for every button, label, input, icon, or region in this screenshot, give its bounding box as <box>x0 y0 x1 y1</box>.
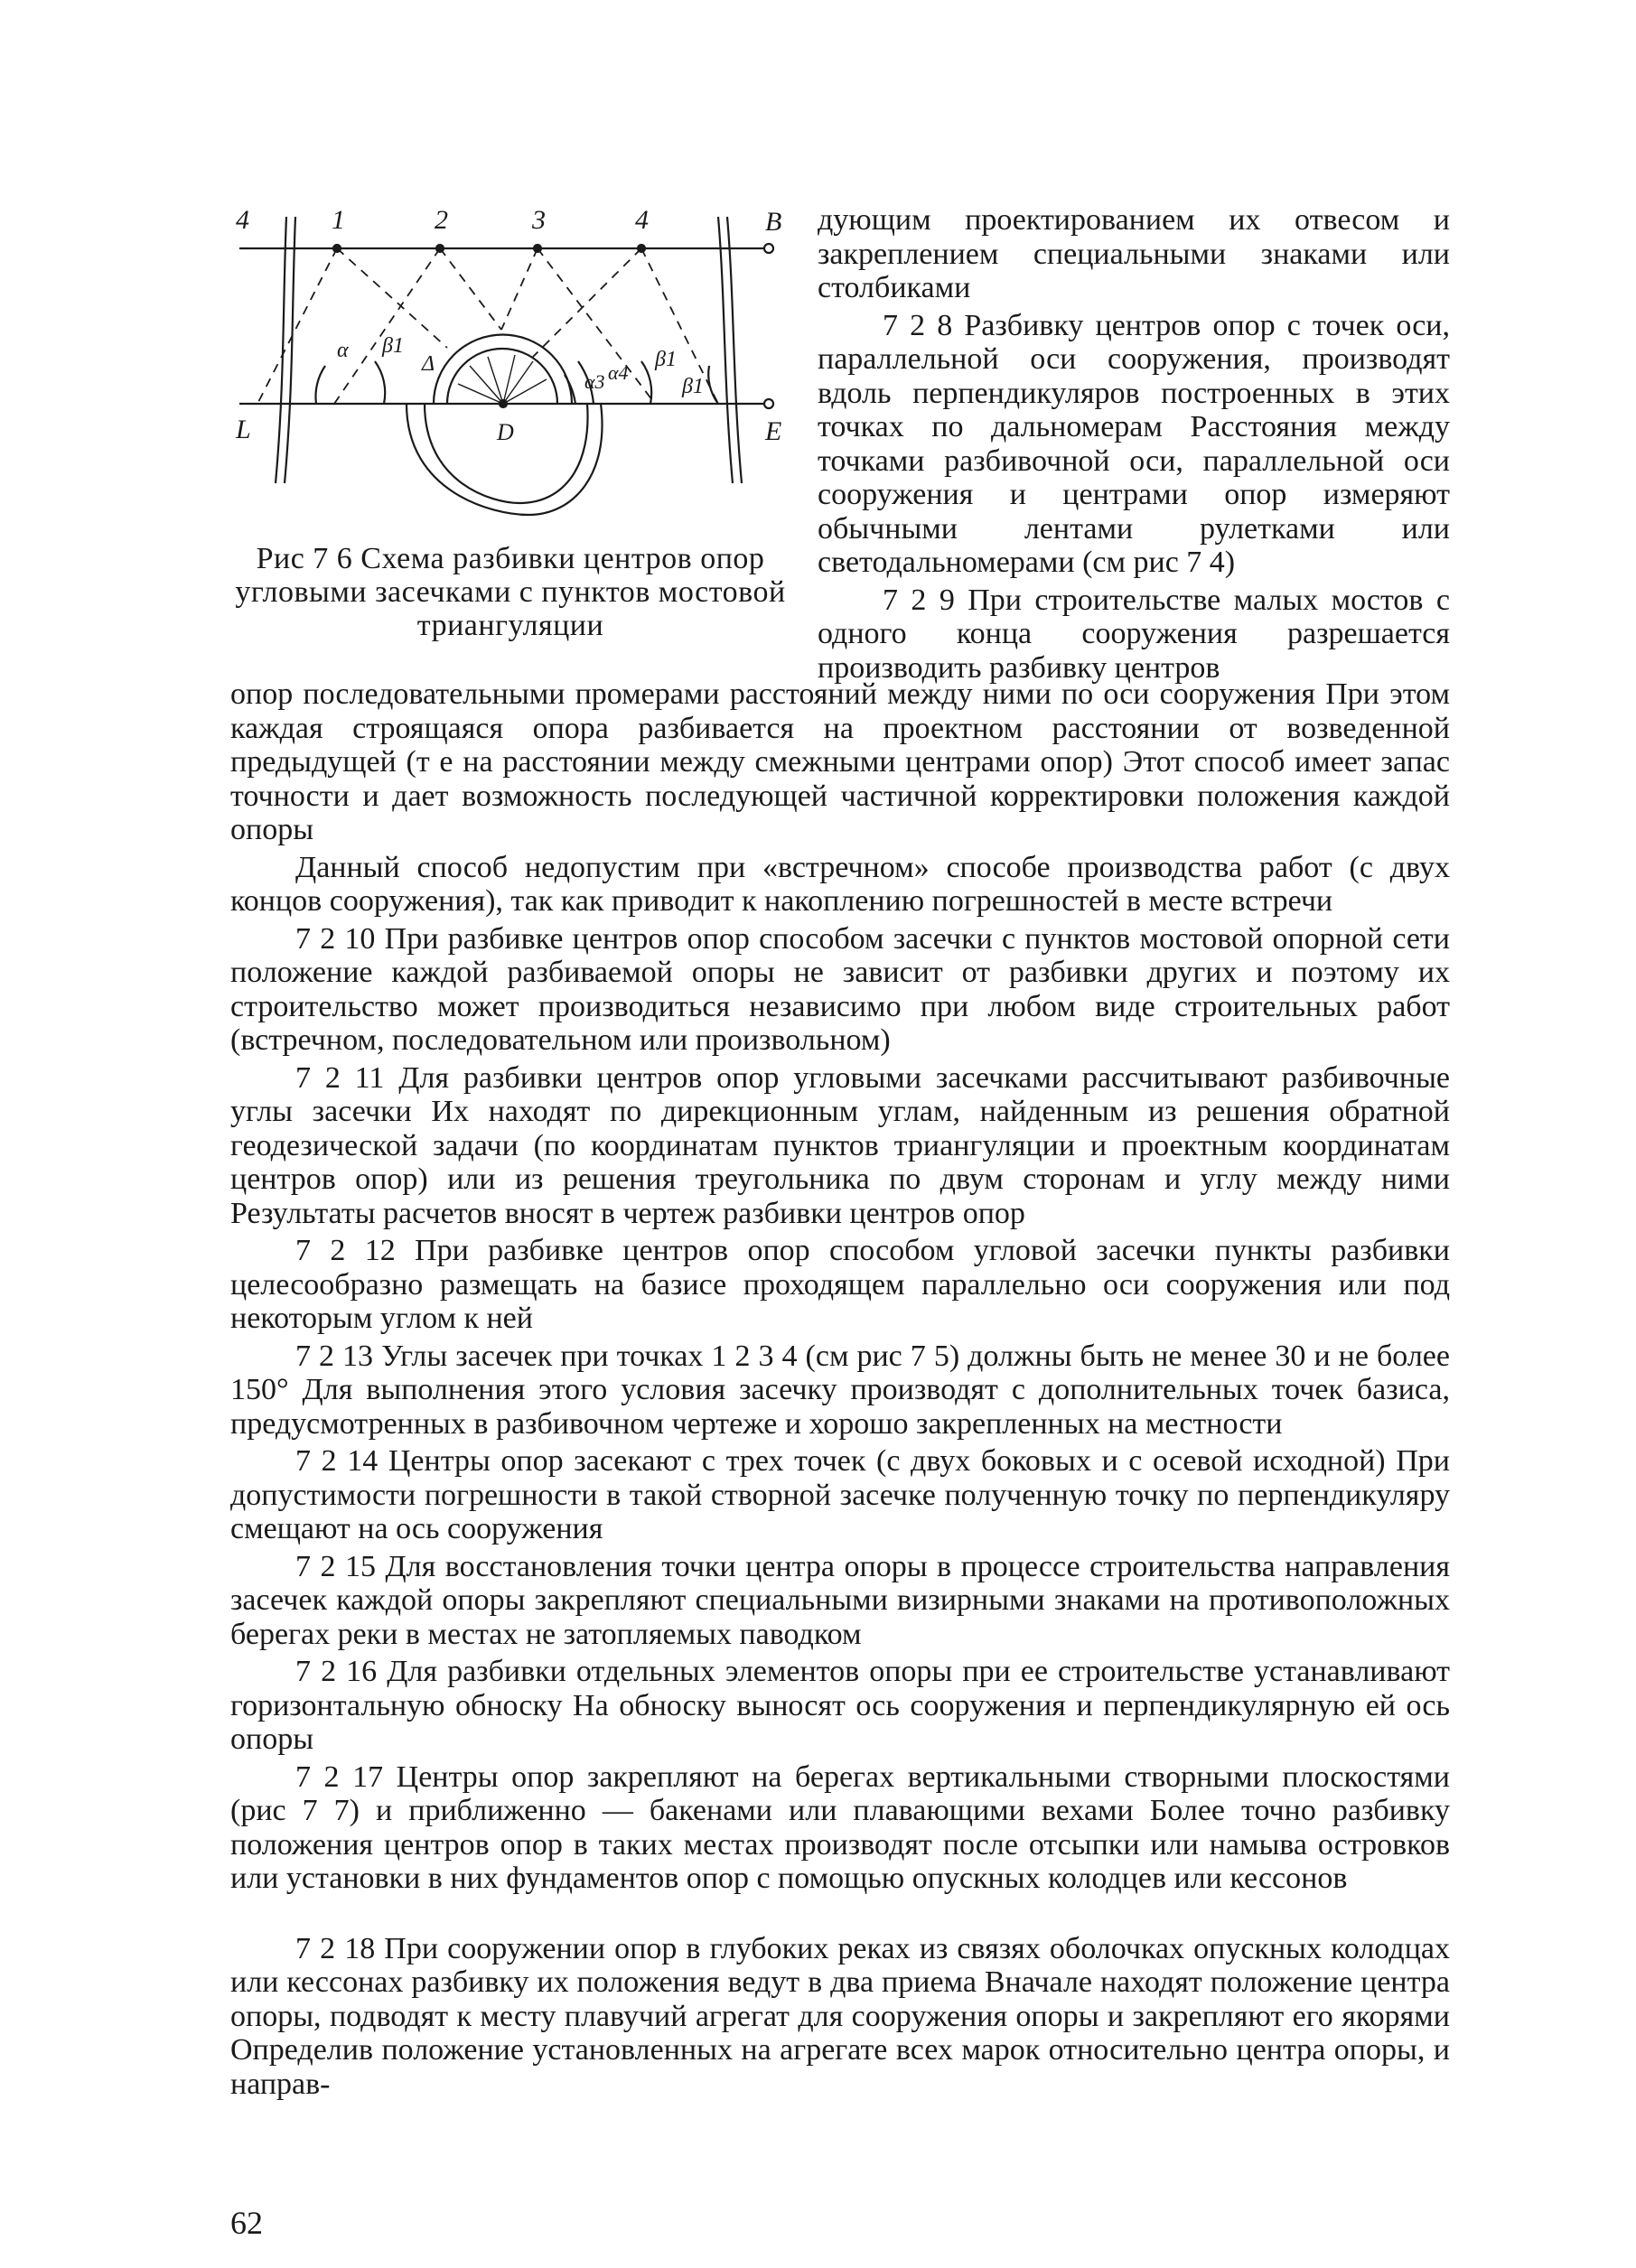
label-alpha: α <box>337 339 349 362</box>
left-bank-line-2 <box>285 217 295 483</box>
label-alpha3: α3 <box>584 370 605 393</box>
paragraph-7-2-12: 7 2 12 При разбивке центров опор способом угловой засечки пункты разбивки целесообразно размещать на базисе проходящем параллельно оси сооружения или под некоторым углом к ней <box>230 1234 1450 1335</box>
right-column-text <box>818 203 1450 688</box>
angle-alpha-arc <box>315 366 325 404</box>
label-station-4: 4 <box>635 205 649 235</box>
label-point-b: B <box>765 207 782 237</box>
pier-outline-inner <box>447 349 557 404</box>
paragraph-7-2-9: 7 2 9 При строительстве малых мостов с одного конца сооружения разрешается производить разбивку центров <box>818 583 1450 685</box>
label-beta1-mid: β1 <box>655 348 677 371</box>
pier-radial-lines <box>458 355 547 404</box>
angle-beta1-arc <box>375 361 385 404</box>
label-beta1-right: β1 <box>682 375 704 398</box>
paragraph-7-2-18: 7 2 18 При сооружении опор в глубоких реках из связях оболочках опускных колодцах или кессонах разбивку их положения ведут в два приема Вначале находят положение центра опоры, подводят к месту плавучий агрегат для сооружения опоры и закрепляют его якорями Определив положение установленных на агрегате всех марок относительно центра опоры, и направ- <box>230 1931 1450 2101</box>
label-station-2: 2 <box>435 205 448 235</box>
label-station-1: 1 <box>332 205 345 235</box>
paragraph-7-2-16: 7 2 16 Для разбивки отдельных элементов опоры при ее строительстве устанавливают горизонтальную обноску На обноску выносят ось сооружения и перпендикулярную ей ось опоры <box>230 1655 1450 1756</box>
paragraph: дующим проектированием их отвесом и закреплением специальными знаками или столбиками <box>818 203 1450 304</box>
paragraph-7-2-15: 7 2 15 Для восстановления точки центра опоры в процессе строительства направления засечек каждой опоры закрепляют специальными визирными знаками на противоположных берегах реки в местах не затопляемых паводком <box>230 1549 1450 1651</box>
paragraph: опор последовательными промерами расстояний между ними по оси сооружения При этом каждая строящаяся опора разбивается на проектном расстоянии от возведенной предыдущей (т е на расстоянии между смежными центрами опор) Этот способ имеет запас точности и дает возможность последующей частичной корректировки положения каждой опоры <box>230 677 1450 846</box>
main-text <box>230 677 1450 2105</box>
sight-lines <box>257 248 718 404</box>
paragraph-7-2-8: 7 2 8 Разбивку центров опор с точек оси, параллельной оси сооружения, производят вдоль перпендикуляров построенных в этих точках по дальномерам Расстояния между точками разбивочной оси, параллельной оси сооружения и центрами опор измеряют обычными лентами рулетками или светодальномерами (см рис 7 4) <box>818 308 1450 579</box>
paragraph: Данный способ недопустим при «встречном» способе производства работ (с двух концов сооружения), так как приводит к накоплению погрешностей в месте встречи <box>230 850 1450 918</box>
label-alpha4: α4 <box>608 361 629 384</box>
label-point-e: E <box>765 416 782 446</box>
paragraph-7-2-10: 7 2 10 При разбивке центров опор способом засечки с пунктов мостовой опорной сети положение каждой разбиваемой опоры не зависит от разбивки других и поэтому их строительство может производиться независимо при любом виде строительных работ (встречном, последовательном или произвольном) <box>230 921 1450 1057</box>
triangulation-diagram <box>230 203 790 574</box>
label-left-top: 4 <box>236 205 249 235</box>
label-center-d: D <box>497 419 514 445</box>
point-b-marker <box>764 244 773 253</box>
angle-right-arc <box>708 366 718 404</box>
figure-caption: Рис 7 6 Схема разбивки центров опор угловыми засечками с пунктов мостовой триангуляции <box>235 542 786 642</box>
label-delta: Δ <box>422 352 435 376</box>
label-beta1-left: β1 <box>382 334 404 358</box>
page-number: 62 <box>230 2205 263 2241</box>
point-e-marker <box>764 399 773 408</box>
pier-outline-mid <box>434 335 572 405</box>
label-point-l: L <box>236 415 251 444</box>
paragraph-7-2-14: 7 2 14 Центры опор засекают с трех точек (с двух боковых и с осевой исходной) При допустимости погрешности в такой створной засечке полученную точку по перпендикуляру смещают на ось сооружения <box>230 1444 1450 1545</box>
label-station-3: 3 <box>532 205 546 235</box>
paragraph-7-2-13: 7 2 13 Углы засечек при точках 1 2 3 4 (см рис 7 5) должны быть не менее 30 и не более 150° Для выполнения этого условия засечку производят с дополнительных точек базиса, предусмотренных в разбивочном чертеже и хорошо закрепленных на местности <box>230 1339 1450 1441</box>
paragraph-7-2-11: 7 2 11 Для разбивки центров опор угловыми засечками рассчитывают разбивочные углы засечки Их находят по дирекционным углам, найденным из решения обратной геодезической задачи (по координатам пунктов триангуляции и проектным координатам центров опор) или из решения треугольника по двум сторонам и углу между ними Результаты расчетов вносят в чертеж разбивки центров опор <box>230 1060 1450 1230</box>
figure-7-6 <box>230 203 790 574</box>
paragraph-7-2-17: 7 2 17 Центры опор закрепляют на берегах вертикальными створными плоскостями (рис 7 7) и приближенно — бакенами или плавающими вехами Более точно разбивку положения центров опор в таких местах производят после отсыпки или намыва островков или установки в них фундаментов опор с помощью опускных колодцев или кессонов <box>230 1759 1450 1895</box>
